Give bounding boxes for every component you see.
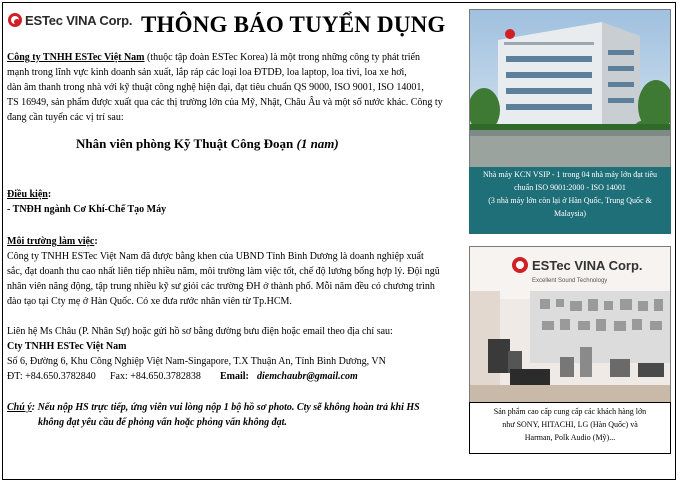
factory-caption-line-3: (3 nhà máy lớn còn lại ở Hàn Quốc, Trung Quốc & [488,196,652,205]
intro-line-3: dàn âm thanh trong nhà với kỹ thuật công nghệ hiện đại, đạt tiêu chuẩn QS 9000, ISO 9001, ISO 14001, [7,82,424,93]
page-title: THÔNG BÁO TUYỂN DỤNG [141,12,446,37]
showroom-caption-line-2: như SONY, HITACHI, LG (Hàn Quốc) và [502,420,638,429]
job-position [76,136,339,152]
factory-caption-line-2: chuẩn ISO 9001:2000 - ISO 14001 [514,183,626,192]
showroom-logo-text: ESTec VINA Corp. [532,258,643,273]
factory-caption-line-1: Nhà máy KCN VSIP - 1 trong 04 nhà máy lớn đạt tiêu [483,170,657,179]
contact-email[interactable]: diemchaubr@gmail.com [257,371,358,382]
conditions-heading [7,188,51,202]
job-position-count: (1 nam) [296,136,339,151]
intro-line-5: đang cần tuyển các vị trí sau: [7,112,124,123]
contact-intro: Liên hệ Ms Châu (P. Nhân Sự) hoặc gửi hồ sơ bằng đường bưu điện hoặc email theo địa chỉ sau: [7,326,393,337]
conditions-heading-colon: : [47,189,52,200]
showroom-caption-line-3: Harman, Polk Audio (Mỹ)... [524,433,616,442]
environment-line-1: Công ty TNHH ESTec Việt Nam đã được bằng khen của UBND Tỉnh Bình Dương là doanh nghiệp xuất [7,251,424,262]
conditions-item: - TNĐH ngành Cơ Khí-Chế Tạo Máy [7,204,167,215]
environment-heading [7,235,98,249]
factory-caption-line-4: Malaysia) [554,209,586,218]
intro-line-1 [7,51,420,65]
note-line-1-text: Nếu nộp HS trực tiếp, ứng viên vui lòng nộp 1 bộ hồ sơ photo. Cty sẽ không hoàn trả khi HS [35,402,420,413]
company-logo [8,9,132,31]
contact-fax: Fax: +84.650.3782838 [110,371,201,382]
environment-line-2: sắc, đạt doanh thu cao nhất liên tiếp nhiều năm, môi trường làm việc tốt, chế độ lương bổng hợp lý. Đội ngũ [7,266,440,277]
note-line-1 [7,401,420,415]
environment-heading-colon: : [94,236,98,247]
showroom-tagline: Excellent Sound Technology [532,278,608,284]
environment-heading-text: Môi trường làm việc [7,236,95,247]
contact-address: Số 6, Đường 6, Khu Công Nghiệp Việt Nam-Singapore, T.X Thuận An, Tỉnh Bình Dương, VN [7,356,386,367]
intro-line-1-text: (thuộc tập đoàn ESTec Korea) là một trong những công ty phát triển [144,52,420,63]
logo-text: ESTec VINA Corp. [25,12,133,28]
factory-photo [469,9,671,169]
note-colon: : [31,402,36,413]
environment-line-3: nhân viên năng động, tập trung nhiều kỹ sư giỏi các trường ĐH ở thành phố. Mỗi năm đều có chương trình [7,281,435,292]
showroom-photo [469,246,671,404]
showroom-caption-line-1: Sản phẩm cao cấp cung cấp các khách hàng lớn [493,407,647,416]
contact-company: Cty TNHH ESTec Việt Nam [7,341,127,352]
factory-caption [469,167,671,234]
note-label: Chú ý [7,402,32,413]
factory-illustration [470,10,670,168]
showroom-illustration [470,247,670,403]
contact-email-label: Email: [220,371,249,382]
intro-company-name: Công ty TNHH ESTec Việt Nam [7,52,145,63]
note-line-2: không đạt yêu cầu để phỏng vấn hoặc phỏng vấn không đạt. [38,417,287,428]
estec-logo-icon [8,13,22,27]
intro-line-4: TS 16949, sản phẩm được xuất qua các thị trường lớn của Mỹ, Nhật, Châu Âu và một số nước khác. Công ty [7,97,443,108]
contact-phone: ĐT: +84.650.3782840 [7,371,96,382]
conditions-heading-text: Điều kiện [7,189,48,200]
intro-line-2: mạnh trong lĩnh vực kinh doanh sản xuất, lắp ráp các loại loa ĐTDĐ, loa laptop, loa tivi, loa xe hơi, [7,67,407,78]
job-position-name: Nhân viên phòng Kỹ Thuật Công Đoạn [76,136,297,151]
environment-line-4: đào tạo tại Cty mẹ ở Hàn Quốc. Có xe đưa rước nhân viên từ Tp.HCM. [7,296,292,307]
showroom-caption [469,402,671,454]
